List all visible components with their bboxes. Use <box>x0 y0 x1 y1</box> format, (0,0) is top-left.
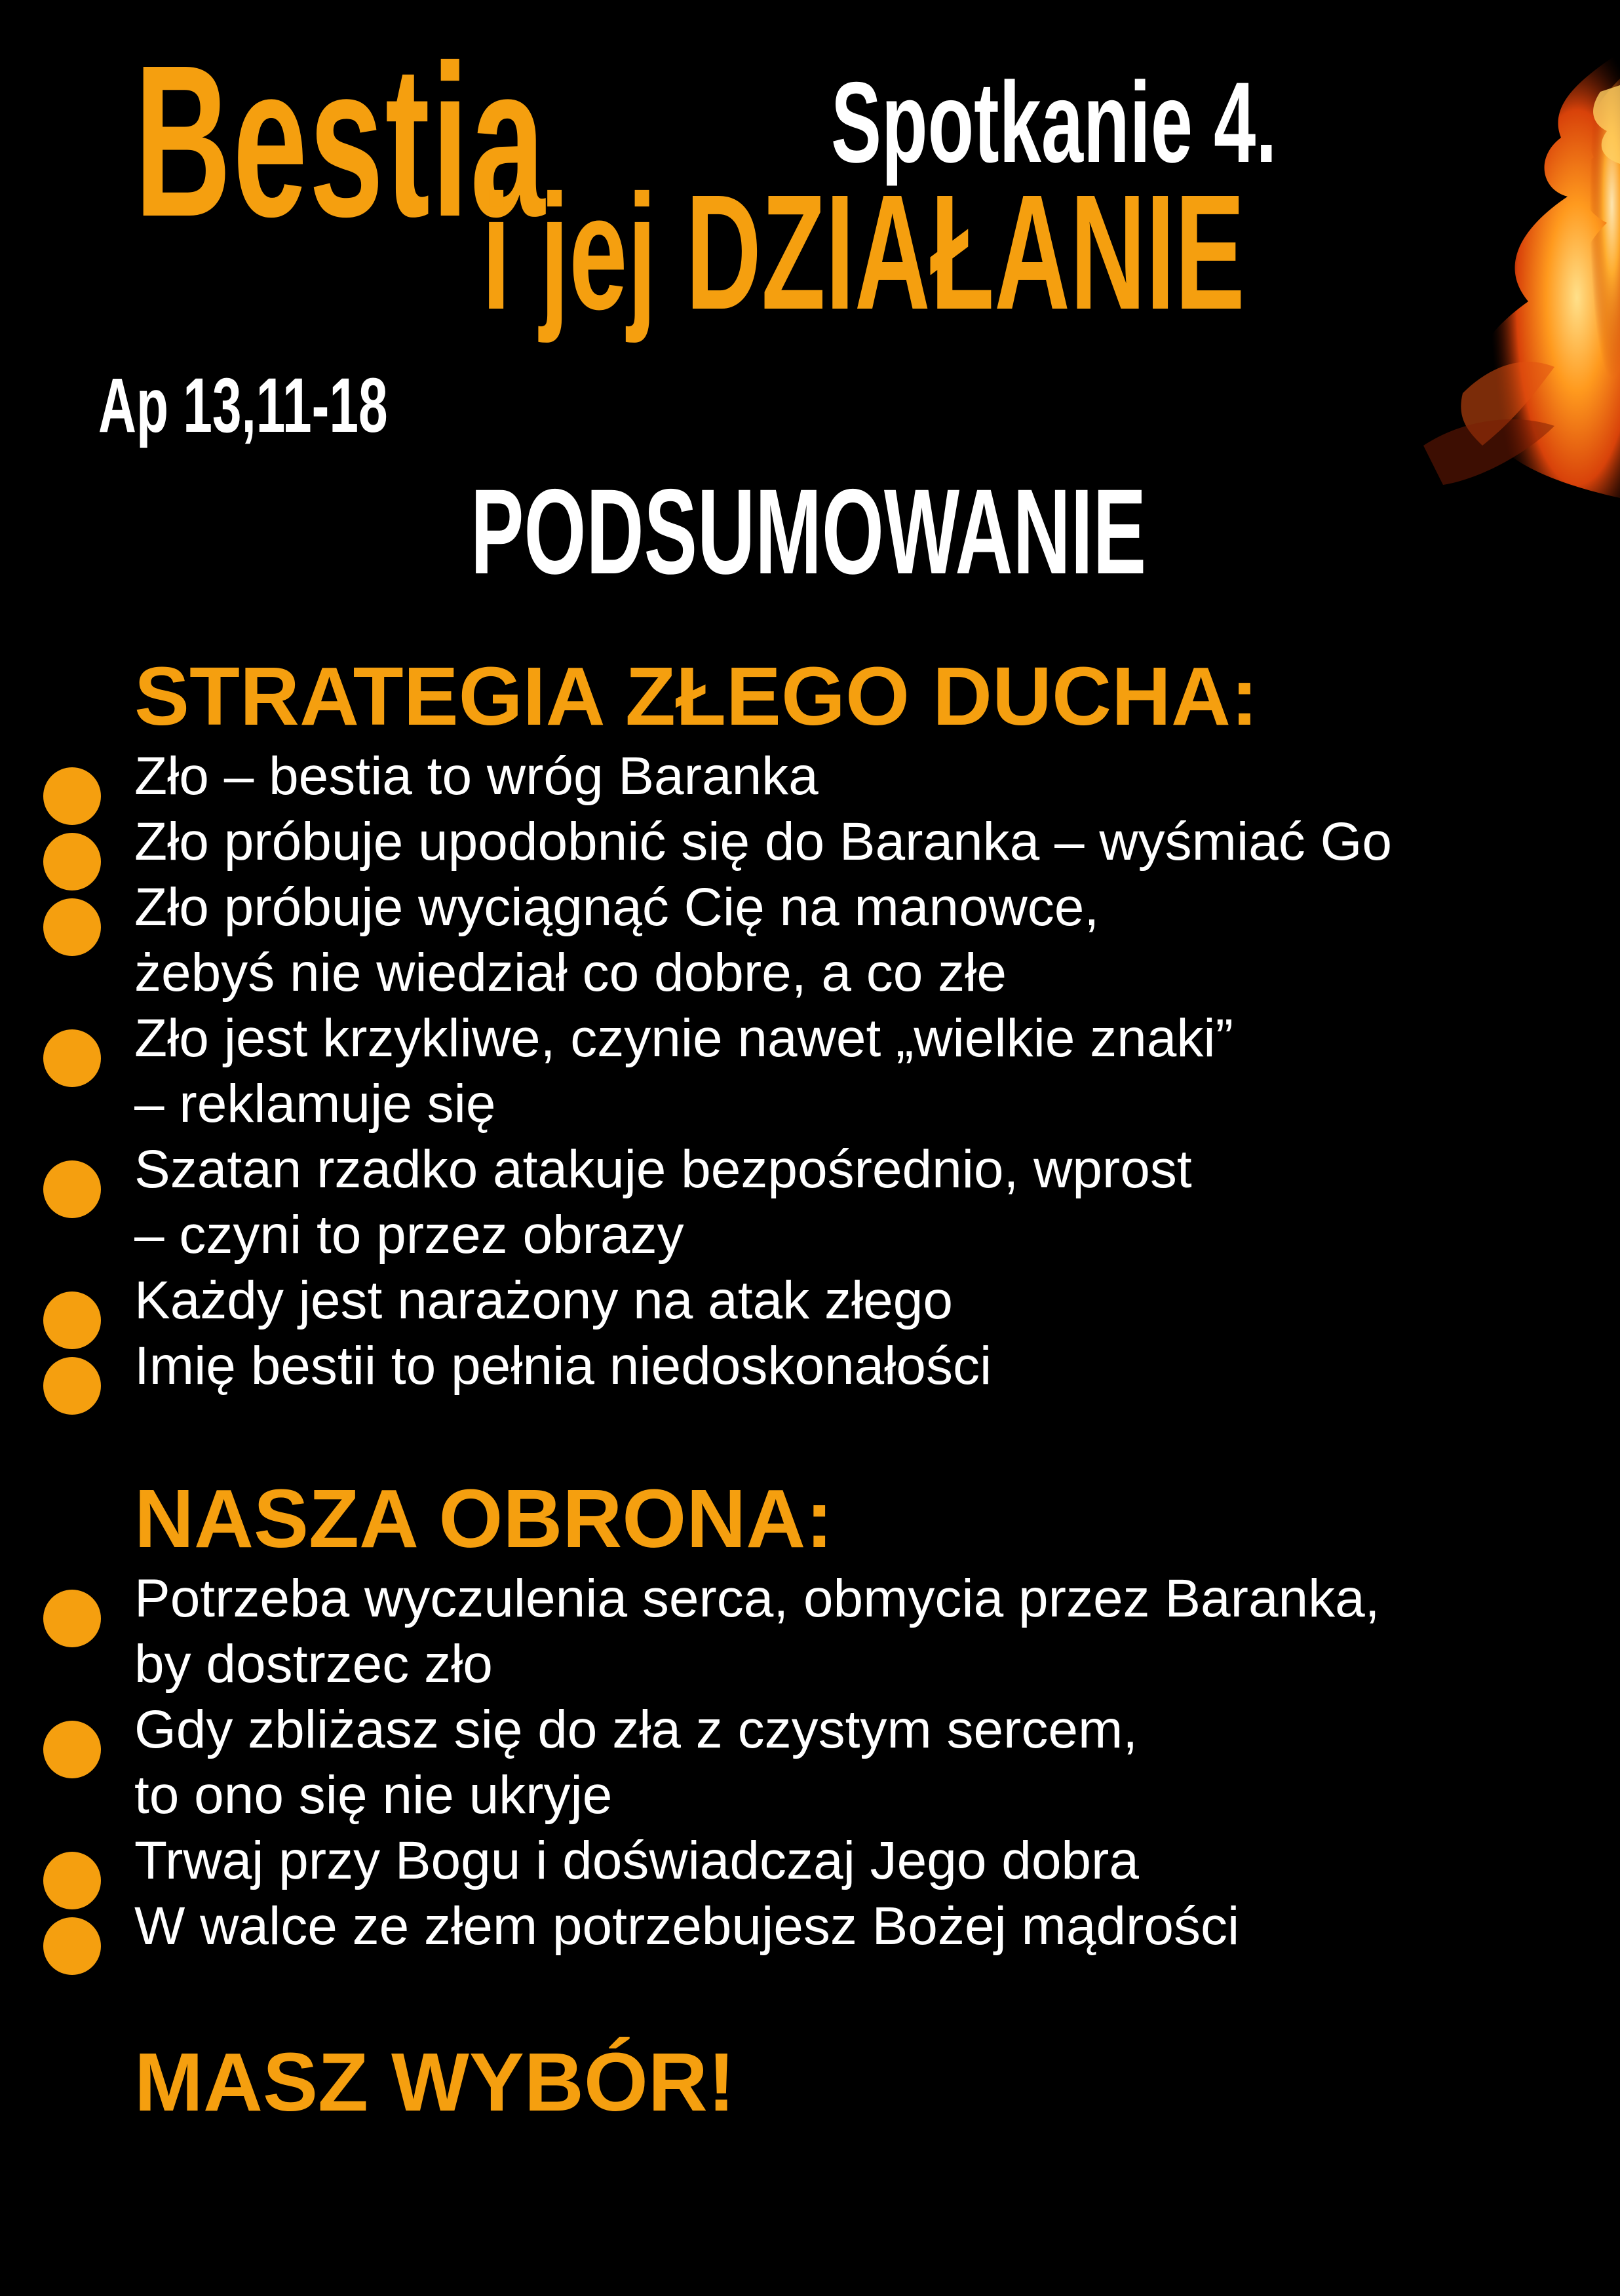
list-item <box>0 1894 1620 1959</box>
scripture-reference: Ap 13,11-18 <box>98 362 388 449</box>
list-item <box>0 744 1620 809</box>
list-item <box>0 1006 1620 1137</box>
list-item <box>0 809 1620 875</box>
list-item-text-continued: by dostrzec zło <box>134 1634 493 1694</box>
list-item <box>0 1566 1620 1697</box>
list-item-text-continued: żebyś nie wiedział co dobre, a co złe <box>134 943 1007 1003</box>
title-sub: i jej DZIAŁANIE <box>482 161 1245 343</box>
list-item-text: Zło – bestia to wróg Baranka <box>134 746 819 806</box>
list-item-text: Potrzeba wyczulenia serca, obmycia przez Baranka, <box>134 1569 1380 1628</box>
list-item-text: Szatan rzadko atakuje bezpośrednio, wprost <box>134 1139 1192 1199</box>
list-item-text-continued: – reklamuje się <box>134 1074 496 1134</box>
list-item <box>0 1697 1620 1828</box>
list-item <box>0 1828 1620 1894</box>
summary-heading: PODSUMOWANIE <box>471 465 1147 600</box>
list-item-text: W walce ze złem potrzebujesz Bożej mądrości <box>134 1896 1240 1956</box>
title-main: Bestia <box>134 20 547 261</box>
list-item-text-continued: to ono się nie ukryje <box>134 1765 613 1825</box>
list-item-text: Gdy zbliżasz się do zła z czystym sercem, <box>134 1700 1138 1759</box>
bullet-icon <box>43 1160 101 1218</box>
bullet-icon <box>43 898 101 956</box>
list-item-text: Zło jest krzykliwe, czynie nawet „wielkie znaki” <box>134 1008 1233 1068</box>
list-item <box>0 1137 1620 1268</box>
list-item-text: Zło próbuje upodobnić się do Baranka – wyśmiać Go <box>134 812 1392 871</box>
list-item-text: Każdy jest narażony na atak złego <box>134 1271 953 1330</box>
defense-list <box>0 1566 1620 1959</box>
list-item <box>0 1268 1620 1333</box>
closing-heading: MASZ WYBÓR! <box>134 2036 735 2128</box>
strategy-heading: STRATEGIA ZŁEGO DUCHA: <box>134 650 1258 742</box>
bullet-icon <box>43 1029 101 1087</box>
bullet-icon <box>43 1590 101 1647</box>
list-item-text: Zło próbuje wyciągnąć Cię na manowce, <box>134 877 1100 937</box>
defense-heading: NASZA OBRONA: <box>134 1472 834 1565</box>
bullet-icon <box>43 1917 101 1975</box>
list-item-text-continued: – czyni to przez obrazy <box>134 1205 684 1265</box>
list-item <box>0 875 1620 1006</box>
bullet-icon <box>43 1357 101 1415</box>
bullet-icon <box>43 1721 101 1778</box>
list-item-text: Trwaj przy Bogu i doświadczaj Jego dobra <box>134 1831 1139 1890</box>
strategy-list <box>0 744 1620 1399</box>
flame-icon <box>1384 26 1620 498</box>
meeting-label: Spotkanie 4. <box>831 59 1277 187</box>
list-item-text: Imię bestii to pełnia niedoskonałości <box>134 1336 992 1396</box>
list-item <box>0 1333 1620 1399</box>
